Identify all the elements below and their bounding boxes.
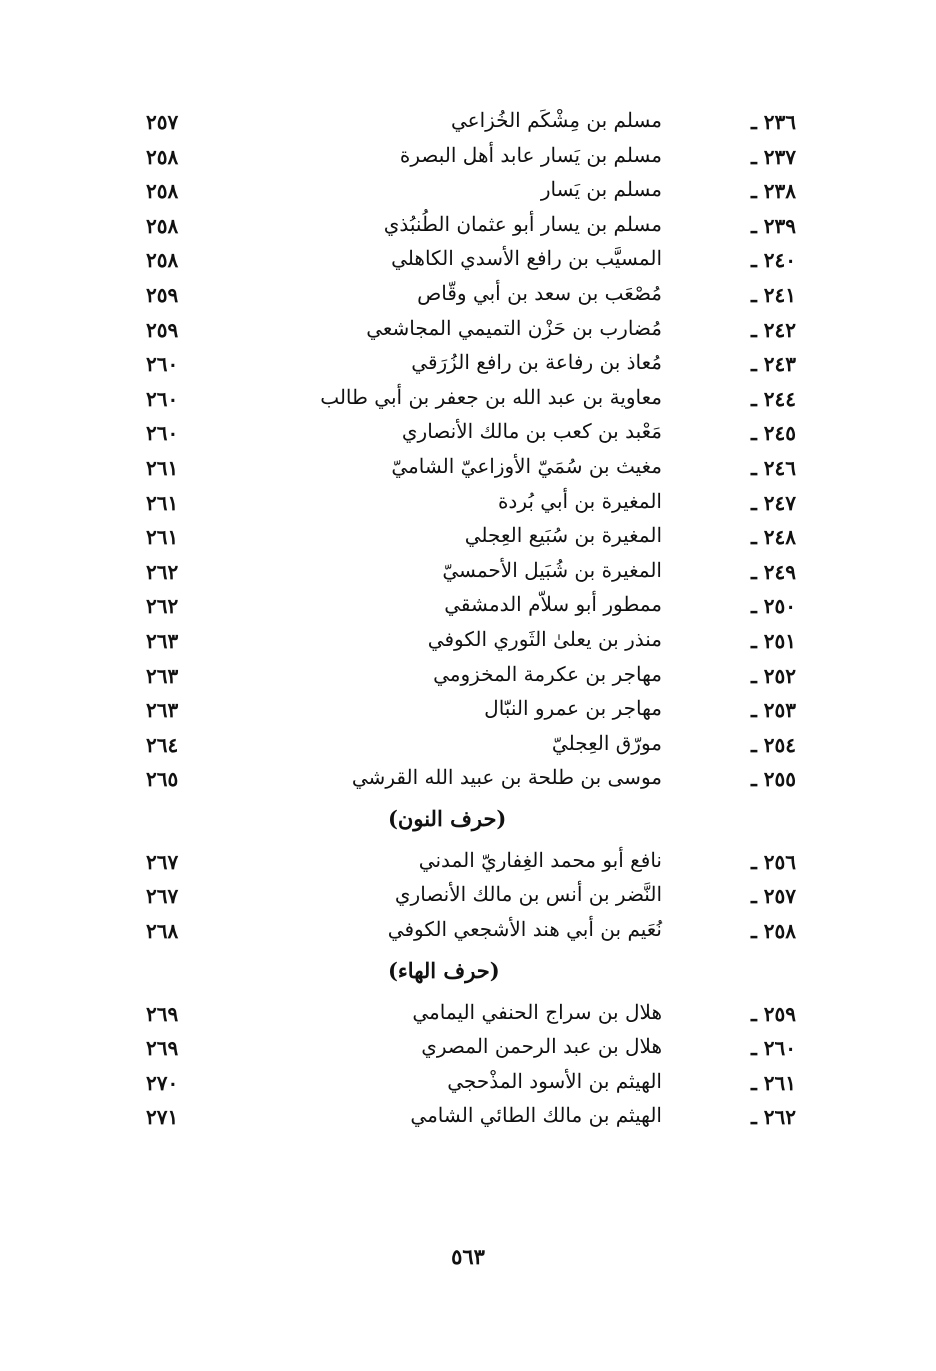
index-entry	[0, 279, 936, 314]
index-entry	[0, 452, 936, 487]
entry-number: ٢٥٢ ـ	[750, 663, 796, 688]
entry-name: مُضارب بن حَزْن التميمي المجاشعي	[366, 315, 662, 340]
entry-page-number: ٢٦٧	[146, 884, 179, 909]
index-entry	[0, 417, 936, 452]
entry-name: مهاجر بن عمرو النبّال	[484, 696, 662, 721]
entry-page-number: ٢٦٠	[146, 421, 179, 446]
entry-number: ٢٥٥ ـ	[750, 767, 796, 792]
entry-page-number: ٢٦٤	[146, 732, 179, 757]
entry-name: النَّضر بن أنس بن مالك الأنصاري	[394, 882, 662, 907]
entry-number: ٢٥٦ ـ	[750, 849, 796, 874]
entry-number: ٢٦٢ ـ	[750, 1105, 796, 1130]
entry-number: ٢٤٨ ـ	[750, 525, 796, 550]
index-entry	[0, 314, 936, 349]
index-entry	[0, 998, 936, 1033]
entry-page-number: ٢٥٨	[146, 248, 179, 273]
entry-name: منذر بن يعلىٰ الثَوري الكوفي	[427, 626, 662, 651]
entry-number: ٢٤٣ ـ	[750, 352, 796, 377]
entry-name: المغيرة بن سُبَيع العِجلي	[464, 523, 662, 548]
section-header-nun	[0, 798, 936, 846]
entry-name: مسلم بن يَسار عابد أهل البصرة	[399, 142, 662, 167]
entry-page-number: ٢٦٠	[146, 386, 179, 411]
entry-number: ٢٦٠ ـ	[750, 1036, 796, 1061]
entry-number: ٢٥١ ـ	[750, 628, 796, 653]
entry-page-number: ٢٥٨	[146, 213, 179, 238]
entry-page-number: ٢٦٣	[146, 698, 179, 723]
index-entry	[0, 521, 936, 556]
entry-name: معاوية بن عبد الله بن جعفر بن أبي طالب	[320, 384, 662, 409]
index-entry	[0, 348, 936, 383]
entry-page-number: ٢٦٣	[146, 663, 179, 688]
page-number: ٥٦٣	[451, 1244, 485, 1269]
entry-page-number: ٢٥٩	[146, 317, 179, 342]
index-entry	[0, 244, 936, 279]
entry-number: ٢٥٠ ـ	[750, 594, 796, 619]
index-entry	[0, 487, 936, 522]
entry-page-number: ٢٥٨	[146, 144, 179, 169]
entry-name: مغيث بن سُمَيّ الأوزاعيّ الشاميّ	[391, 453, 662, 478]
entries-group-nun	[0, 846, 936, 950]
index-entry	[0, 1101, 936, 1136]
entry-number: ٢٤١ ـ	[750, 282, 796, 307]
entry-page-number: ٢٦٥	[146, 767, 179, 792]
entry-number: ٢٤٢ ـ	[750, 317, 796, 342]
index-entry	[0, 1032, 936, 1067]
entry-page-number: ٢٥٩	[146, 282, 179, 307]
index-entry	[0, 660, 936, 695]
index-entry	[0, 1067, 936, 1102]
entry-name: مسلم بن يسار أبو عثمان الطُنبُذي	[383, 211, 662, 236]
entry-number: ٢٣٩ ـ	[750, 213, 796, 238]
index-entry	[0, 694, 936, 729]
entry-number: ٢٣٧ ـ	[750, 144, 796, 169]
entry-number: ٢٦١ ـ	[750, 1070, 796, 1095]
entry-name: مُصْعَب بن سعد بن أبي وقّاص	[417, 280, 662, 305]
index-entry	[0, 880, 936, 915]
entry-name: هلال بن عبد الرحمن المصري	[421, 1034, 662, 1059]
entry-name: مسلم بن يَسار	[540, 177, 662, 202]
entry-page-number: ٢٥٨	[146, 179, 179, 204]
entries-group-mim	[0, 106, 936, 798]
entry-number: ٢٥٣ ـ	[750, 698, 796, 723]
index-entry	[0, 556, 936, 591]
index-entry	[0, 175, 936, 210]
entry-name: المغيرة بن أبي بُردة	[497, 488, 662, 513]
index-entry	[0, 383, 936, 418]
entry-page-number: ٢٦١	[146, 455, 179, 480]
entry-name: الهيثم بن الأسود المذْحجي	[447, 1068, 662, 1093]
entry-page-number: ٢٥٧	[146, 110, 179, 134]
entry-page-number: ٢٦١	[146, 490, 179, 515]
entry-page-number: ٢٧١	[146, 1105, 179, 1130]
entry-number: ٢٣٦ ـ	[750, 110, 796, 134]
entry-name: مهاجر بن عكرمة المخزومي	[433, 661, 662, 686]
entry-name: المغيرة بن شُبَيل الأحمسيّ	[442, 557, 662, 582]
entry-number: ٢٤٥ ـ	[750, 421, 796, 446]
entry-name: ممطور أبو سلاّم الدمشقي	[444, 592, 662, 617]
entry-name: موسى بن طلحة بن عبيد الله القرشي	[351, 765, 662, 790]
index-entry	[0, 846, 936, 881]
entry-page-number: ٢٦٧	[146, 849, 179, 874]
entry-number: ٢٤٧ ـ	[750, 490, 796, 515]
entry-number: ٢٥٨ ـ	[750, 919, 796, 944]
entry-page-number: ٢٧٠	[146, 1070, 179, 1095]
entry-page-number: ٢٦١	[146, 525, 179, 550]
index-entry	[0, 590, 936, 625]
index-entry	[0, 106, 936, 141]
entry-name: المسيَّب بن رافع الأسدي الكاهلي	[391, 246, 662, 271]
entry-number: ٢٥٩ ـ	[750, 1001, 796, 1026]
entries-group-ha	[0, 998, 936, 1136]
entry-name: مُعاذ بن رفاعة بن رافع الزُرَقي	[411, 350, 662, 375]
index-entry	[0, 625, 936, 660]
entry-name: مسلم بن مِشْكَم الخُزاعي	[450, 108, 662, 132]
entry-number: ٢٤٩ ـ	[750, 559, 796, 584]
entry-page-number: ٢٦٩	[146, 1001, 179, 1026]
entry-number: ٢٤٠ ـ	[750, 248, 796, 273]
entry-page-number: ٢٦٨	[146, 919, 179, 944]
entry-number: ٢٥٧ ـ	[750, 884, 796, 909]
index-entry	[0, 729, 936, 764]
index-list	[0, 106, 936, 1136]
index-entry	[0, 141, 936, 176]
entry-name: هلال بن سراج الحنفي اليمامي	[412, 999, 662, 1024]
index-entry	[0, 763, 936, 798]
entry-name: مَعْبد بن كعب بن مالك الأنصاري	[401, 419, 662, 444]
entry-name: نافع أبو محمد الغِفاريّ المدني	[418, 847, 662, 872]
entry-number: ٢٥٤ ـ	[750, 732, 796, 757]
entry-page-number: ٢٦٩	[146, 1036, 179, 1061]
entry-page-number: ٢٦٢	[146, 594, 179, 619]
entry-number: ٢٤٦ ـ	[750, 455, 796, 480]
entry-number: ٢٤٤ ـ	[750, 386, 796, 411]
entry-name: الهيثم بن مالك الطائي الشامي	[410, 1103, 662, 1128]
entry-page-number: ٢٦٢	[146, 559, 179, 584]
index-entry	[0, 915, 936, 950]
entry-page-number: ٢٦٣	[146, 628, 179, 653]
entry-page-number: ٢٦٠	[146, 352, 179, 377]
entry-number: ٢٣٨ ـ	[750, 179, 796, 204]
entry-name: نُعَيم بن أبي هند الأشجعي الكوفي	[387, 917, 662, 942]
section-title-ha: (حرف الهاء)	[388, 957, 500, 983]
entry-name: مورّق العِجليّ	[551, 730, 662, 755]
section-title-nun: (حرف النون)	[388, 805, 507, 831]
section-header-ha	[0, 950, 936, 998]
index-entry	[0, 210, 936, 245]
